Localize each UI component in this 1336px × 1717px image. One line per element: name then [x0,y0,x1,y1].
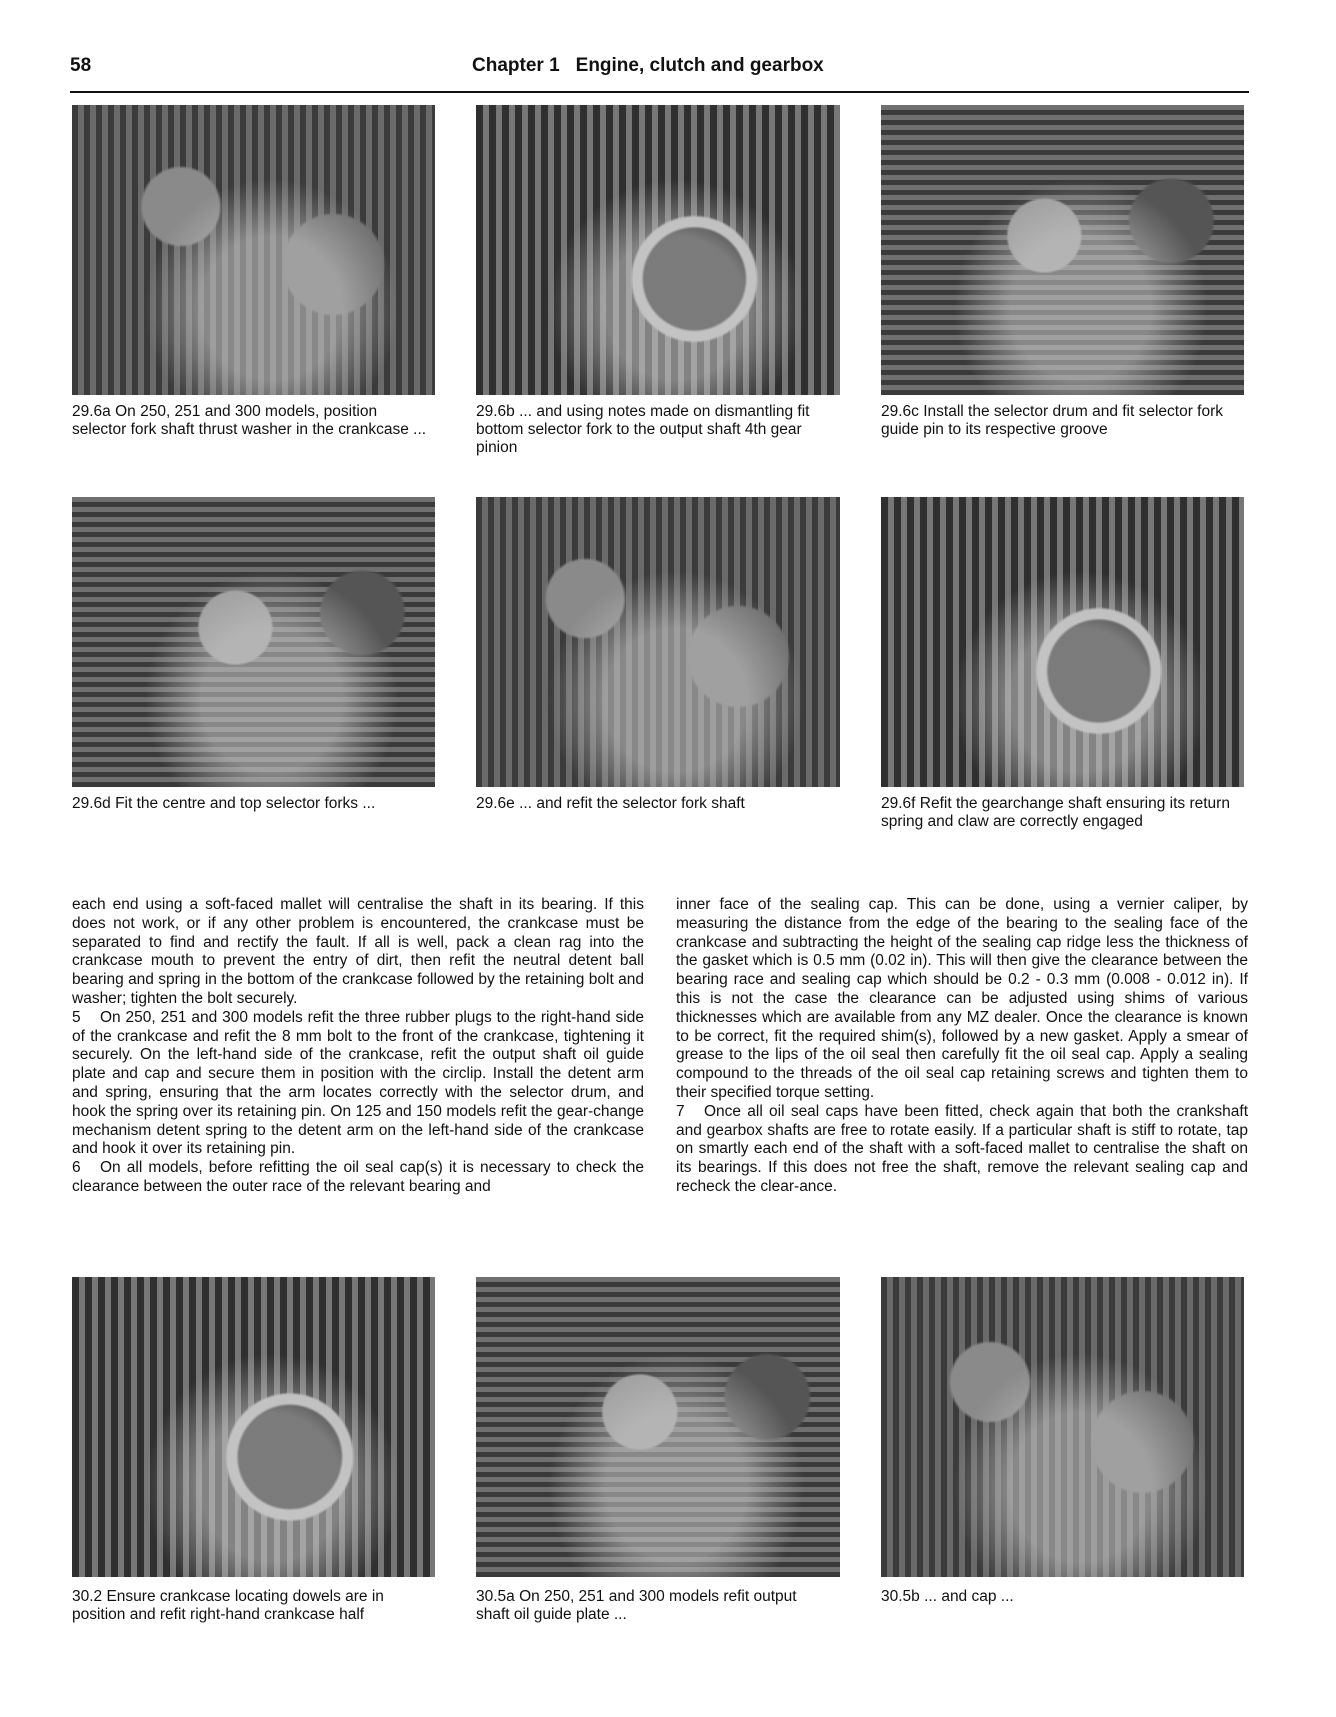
paragraph-number: 5 [72,1008,81,1026]
paragraph-text: On all models, before refitting the oil seal cap(s) it is necessary to check the clearance between the outer race of the relevant bearing and [72,1159,644,1195]
paragraph-numbered [72,1009,644,1159]
page-header [70,55,1249,93]
caption-30-2: 30.2 Ensure crankcase locating dowels are in position and refit right-hand crankcase half [72,1588,384,1623]
chapter-title: Engine, clutch and gearbox [575,55,824,76]
chapter-heading [472,55,824,77]
caption-30-5a: 30.5a On 250, 251 and 300 models refit output shaft oil guide plate ... [476,1588,797,1623]
photo-29-6c [881,105,1244,395]
paragraph-text: Once all oil seal caps have been fitted, check again that both the crankshaft and gearbox shafts are free to rotate easily. If a particular shaft is stiff to rotate, tap on smartly each end of the shaft with a soft-faced mallet to centralise the shaft on its bearings. If this does not free the shaft, remove the relevant sealing cap and recheck the clear-ance. [676,1102,1248,1195]
photo-29-6f [881,497,1244,787]
caption-29-6e: 29.6e ... and refit the selector fork shaft [476,795,745,812]
caption-29-6c: 29.6c Install the selector drum and fit selector fork guide pin to its respective groove [881,403,1224,438]
photo-29-6e [476,497,840,787]
caption-29-6f: 29.6f Refit the gearchange shaft ensuring its return spring and claw are correctly engaged [881,795,1230,830]
photo-29-6b [476,105,840,395]
paragraph-text: On 250, 251 and 300 models refit the three rubber plugs to the right-hand side of the crankcase and refit the 8 mm bolt to the front of the crankcase, tightening it securely. On the left-hand side of the crankcase, refit the output shaft oil guide plate and cap and secure them in position with the circlip. Install the detent arm and spring, ensuring that the arm locates correctly with the selector drum, and hook the spring over its retaining pin. On 125 and 150 models refit the gear-change mechanism detent spring to the detent arm on the left-hand side of the crankcase and hook it over its retaining pin. [72,1008,644,1158]
paragraph: inner face of the sealing cap. This can be done, using a vernier caliper, by measuring the distance from the edge of the bearing to the sealing face of the crankcase and subtracting the height of the sealing cap ridge less the thickness of the gasket which is 0.5 mm (0.02 in). This will then give the clearance between the bearing race and sealing cap which should be 0.2 - 0.3 mm (0.008 - 0.012 in). If this is not the case the clearance can be adjusted using shims of various thicknesses which are available from any MZ dealer. Once the clearance is known to be correct, fit the required shim(s), followed by a new gasket. Apply a smear of grease to the lips of the oil seal then carefully fit the oil seal cap. Apply a sealing compound to the threads of the oil seal cap retaining screws and tighten them to their specified torque setting. [676,896,1248,1101]
photo-30-2 [72,1277,435,1577]
chapter-label: Chapter 1 [472,55,560,76]
page-number: 58 [70,55,92,76]
caption-30-5b: 30.5b ... and cap ... [881,1588,1014,1605]
paragraph-numbered [72,1159,644,1197]
photo-30-5a [476,1277,840,1577]
body-column-left [72,896,644,1197]
caption-29-6a: 29.6a On 250, 251 and 300 models, position selector fork shaft thrust washer in the crankcase ... [72,403,427,438]
photo-29-6a [72,105,435,395]
caption-29-6d: 29.6d Fit the centre and top selector forks ... [72,795,376,812]
photo-30-5b [881,1277,1244,1577]
paragraph-numbered [676,1103,1248,1197]
photo-29-6d [72,497,435,787]
paragraph: each end using a soft-faced mallet will centralise the shaft in its bearing. If this does not work, or if any other problem is encountered, the crankcase must be separated to find and rectify the fault. If all is well, pack a clean rag into the crankcase mouth to prevent the entry of dirt, then refit the neutral detent ball bearing and spring in the bottom of the crankcase followed by the retaining bolt and washer; tighten the bolt securely. [72,896,644,1007]
paragraph-number: 7 [676,1102,685,1120]
body-column-right [676,896,1248,1197]
paragraph-number: 6 [72,1159,81,1177]
caption-29-6b: 29.6b ... and using notes made on dismantling fit bottom selector fork to the output shaft 4th gear pinion [476,403,810,456]
